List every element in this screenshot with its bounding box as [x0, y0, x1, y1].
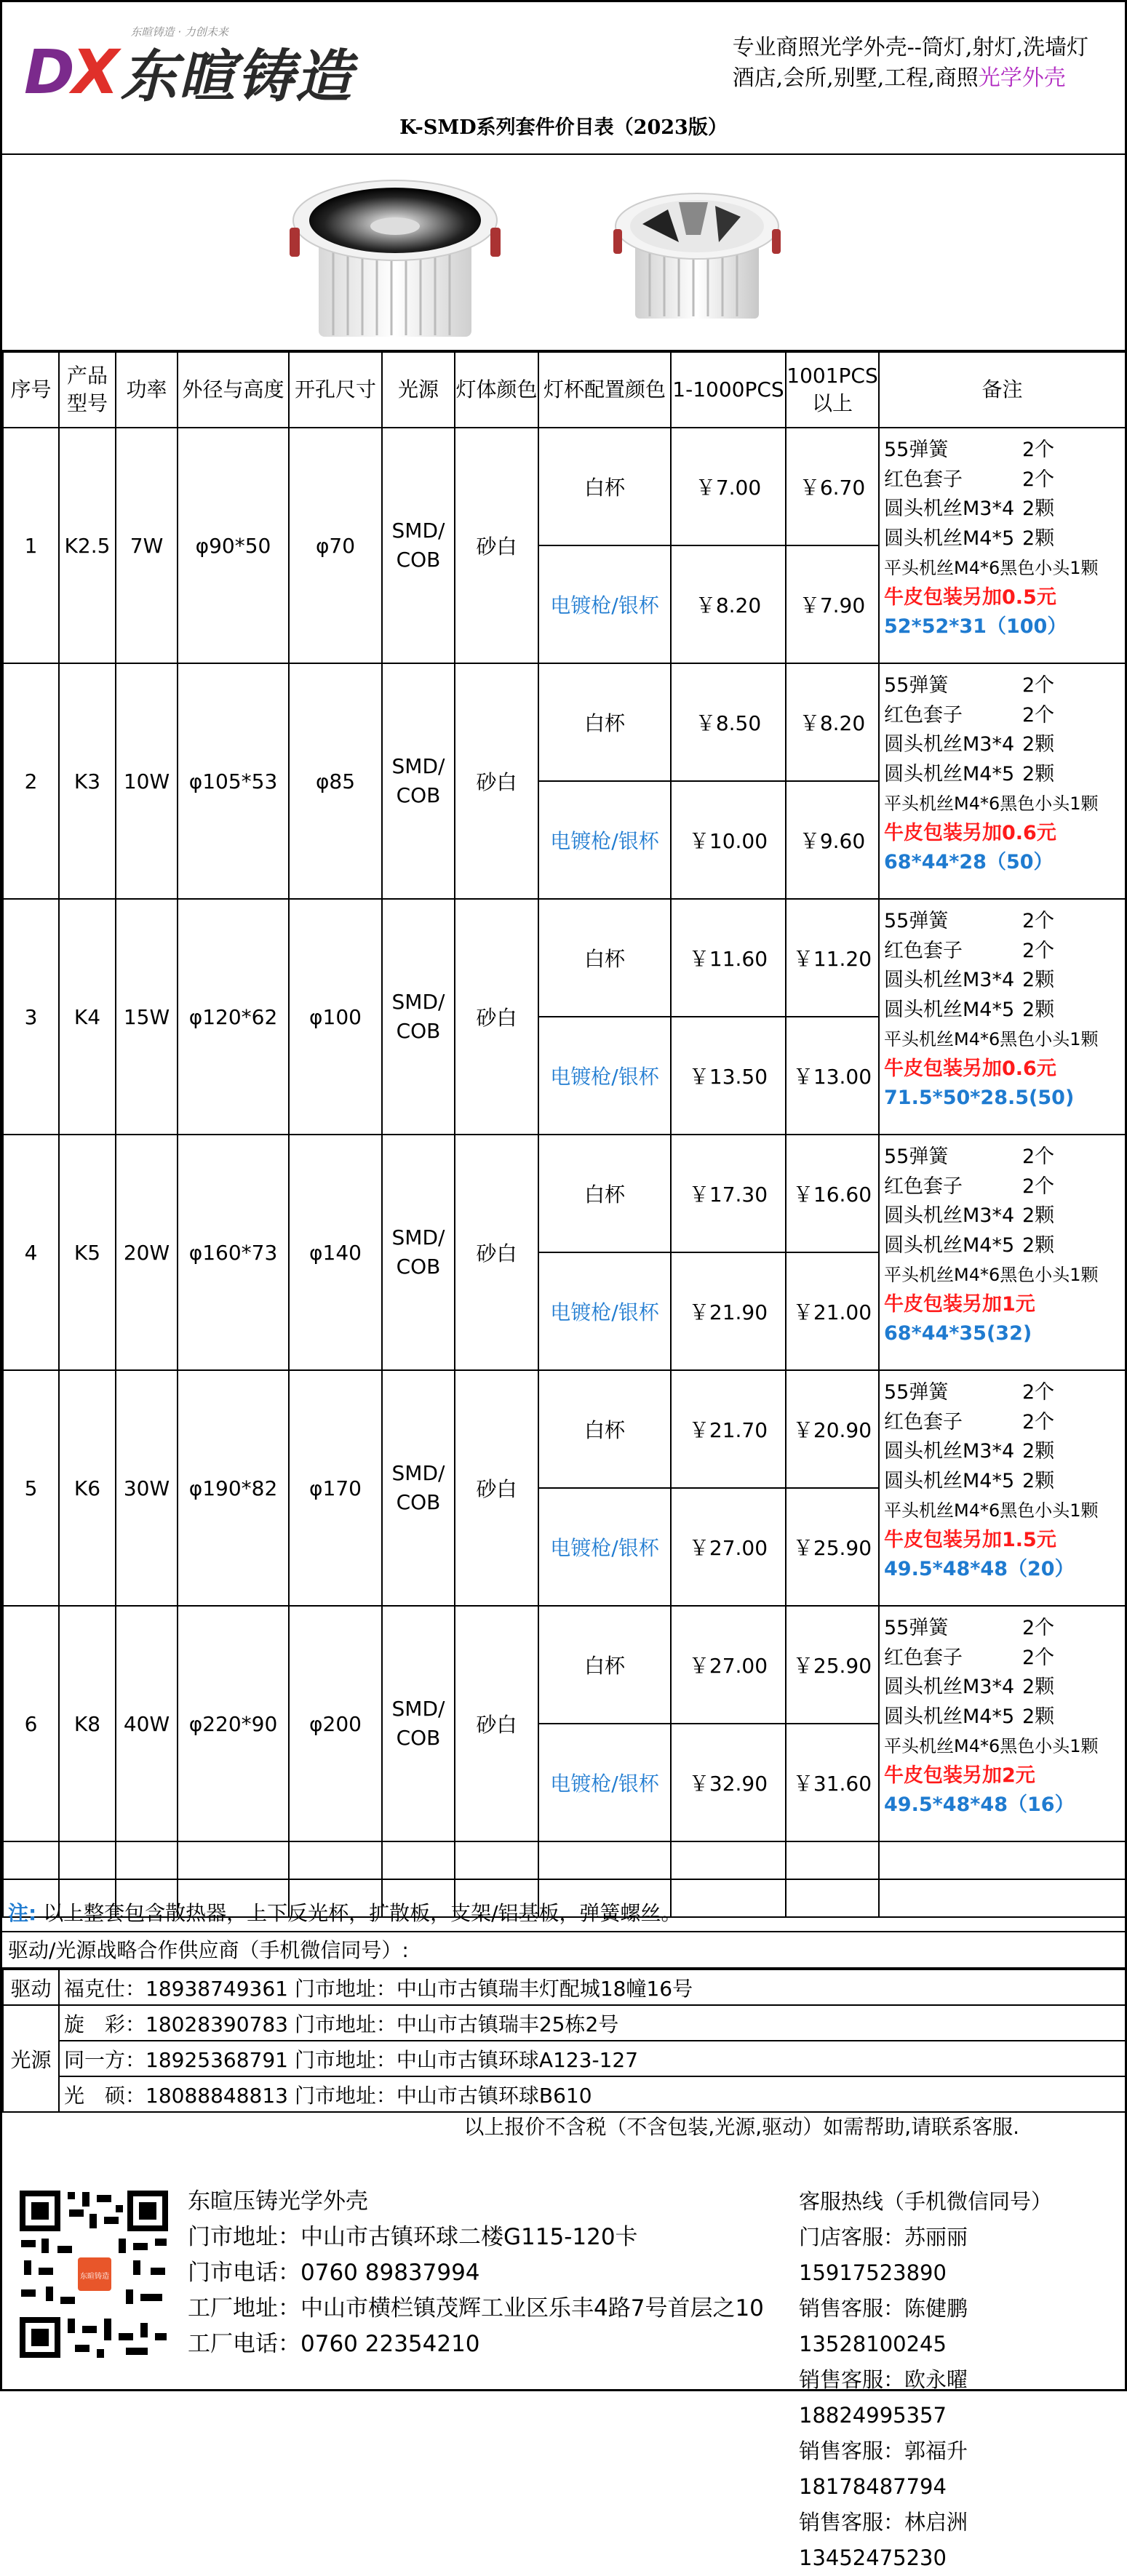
contact-role: 销售客服：: [799, 2510, 905, 2535]
qr-code[interactable]: [17, 2188, 171, 2361]
remark-line: [884, 465, 1125, 495]
factory-address: 工厂地址：中山市横栏镇茂辉工业区乐丰4路7号首层之10: [188, 2295, 764, 2321]
header-remarks: 备注: [879, 352, 1126, 428]
contact-name: 欧永曜: [904, 2367, 968, 2392]
tagline-line-1: 专业商照光学外壳--筒灯,射灯,洗墙灯: [732, 35, 1088, 60]
remark-line: [884, 1408, 1125, 1438]
remark-line: [884, 1467, 1125, 1497]
remark-qty: 2颗: [1022, 497, 1055, 520]
cutout-cell: φ70: [289, 428, 382, 663]
contact-role: 销售客服：: [799, 2296, 905, 2321]
light-source-cell: SMD/ COB: [382, 1370, 455, 1606]
row-number: 3: [3, 899, 59, 1135]
remark-line: [884, 937, 1125, 967]
contact-name: 林启洲: [904, 2510, 968, 2535]
remark-item: 55弹簧: [884, 674, 949, 697]
empty-cell: [3, 1841, 59, 1879]
empty-cell: [455, 1841, 538, 1879]
header-price-1: 1-1000PCS: [671, 352, 786, 428]
header-model: 产品型号: [59, 352, 116, 428]
source-supplier: 光 硕：18088848813 门市地址：中山市古镇环球B610: [59, 2076, 1126, 2112]
supplier-row: [3, 1969, 1126, 2005]
contact-role: 门店客服：: [799, 2225, 905, 2249]
price-cell: ￥32.90: [671, 1724, 786, 1841]
remark-item: 红色套子: [884, 703, 963, 727]
cup-color-white: 白杯: [538, 1606, 671, 1724]
remark-qty: 2颗: [1022, 1233, 1055, 1257]
light-source-cell: SMD/ COB: [382, 1606, 455, 1841]
remark-item: 平头机丝M4*6黑色小头1颗: [884, 1500, 1099, 1521]
remark-qty: 2个: [1022, 439, 1055, 461]
row-number: 5: [3, 1370, 59, 1606]
remark-item: 圆头机丝M3*4: [884, 969, 1015, 991]
remark-line: [884, 1644, 1125, 1673]
contact-phone[interactable]: 18178487794: [799, 2474, 947, 2499]
remark-qty: 2个: [1022, 468, 1055, 491]
light-source-cell: SMD/ COB: [382, 1135, 455, 1370]
price-cell: ￥25.90: [786, 1606, 879, 1724]
contact-phone[interactable]: 13528100245: [799, 2332, 947, 2356]
light-source-cell: SMD/ COB: [382, 899, 455, 1135]
cup-color-plated: 电镀枪/银杯: [538, 781, 671, 899]
empty-cell: [59, 1841, 116, 1879]
remark-line: [884, 1673, 1125, 1703]
price-cell: ￥27.00: [671, 1488, 786, 1606]
header-body-color: 灯体颜色: [455, 352, 538, 428]
remarks-cell: [879, 899, 1126, 1135]
empty-row: [3, 1841, 1126, 1879]
cup-color-plated: 电镀枪/银杯: [538, 1017, 671, 1135]
carton-size: 49.5*48*48（20）: [884, 1558, 1075, 1580]
header-size: 外径与高度: [178, 352, 289, 428]
remark-item: 红色套子: [884, 1175, 963, 1198]
remark-item: 圆头机丝M4*5: [884, 1233, 1015, 1257]
body-color-cell: 砂白: [455, 1606, 538, 1841]
price-cell: ￥13.50: [671, 1017, 786, 1135]
remark-item: 圆头机丝M4*5: [884, 1705, 1015, 1728]
source-supplier: 同一方：18925368791 门市地址：中山市古镇环球A123-127: [59, 2041, 1126, 2076]
document-title: K-SMD系列套件价目表（2023版）: [399, 116, 728, 139]
remark-item: 圆头机丝M3*4: [884, 497, 1015, 520]
header-no: 序号: [3, 352, 59, 428]
remark-qty: 2个: [1022, 1145, 1055, 1168]
packaging-note: 牛皮包装另加2元: [884, 1764, 1035, 1787]
remark-qty: 2个: [1022, 1646, 1055, 1669]
price-cell: ￥21.70: [671, 1370, 786, 1488]
remark-qty: 2颗: [1022, 1204, 1055, 1227]
remark-line: [884, 495, 1125, 524]
remark-item: 红色套子: [884, 468, 963, 491]
contact-name: 陈健鹏: [904, 2296, 968, 2321]
remarks-cell: [879, 428, 1126, 663]
row-number: 2: [3, 663, 59, 899]
remarks-cell: [879, 1370, 1126, 1606]
remark-qty: 2个: [1022, 1617, 1055, 1639]
remark-item: 平头机丝M4*6黑色小头1颗: [884, 558, 1099, 578]
body-color-cell: 砂白: [455, 1370, 538, 1606]
price-cell: ￥9.60: [786, 781, 879, 899]
model-cell: K2.5: [59, 428, 116, 663]
remark-qty: 2颗: [1022, 733, 1055, 756]
service-hotline: [799, 2184, 1125, 2576]
cup-color-white: 白杯: [538, 663, 671, 781]
table-row: [3, 1606, 1126, 1724]
price-cell: ￥8.20: [671, 545, 786, 663]
carton-size: 52*52*31（100）: [884, 615, 1067, 638]
remark-qty: 2颗: [1022, 1440, 1055, 1463]
remark-line: [884, 524, 1125, 554]
size-cell: φ160*73: [178, 1135, 289, 1370]
cup-color-plated: 电镀枪/银杯: [538, 1488, 671, 1606]
cup-color-plated: 电镀枪/银杯: [538, 545, 671, 663]
price-cell: ￥10.00: [671, 781, 786, 899]
price-cell: ￥31.60: [786, 1724, 879, 1841]
model-cell: K8: [59, 1606, 116, 1841]
note-text: 以上整套包含散热器，上下反光杯，扩散板，支架/铝基板，弹簧螺丝。: [43, 1901, 682, 1925]
remark-qty: 2个: [1022, 910, 1055, 932]
table-header-row: [3, 352, 1126, 428]
table-row: [3, 1370, 1126, 1488]
header-power: 功率: [116, 352, 178, 428]
logo-name: 东暄铸造: [120, 44, 354, 110]
power-cell: 30W: [116, 1370, 178, 1606]
price-cell: ￥8.50: [671, 663, 786, 781]
supplier-row: [3, 2076, 1126, 2112]
body-color-cell: 砂白: [455, 663, 538, 899]
price-cell: ￥20.90: [786, 1370, 879, 1488]
packaging-note: 牛皮包装另加1.5元: [884, 1528, 1056, 1551]
remark-item: 圆头机丝M3*4: [884, 733, 1015, 756]
remark-line: [884, 1143, 1125, 1172]
package-note: [2, 1895, 1125, 1932]
remark-line: [884, 436, 1125, 465]
remark-qty: 2颗: [1022, 1469, 1055, 1492]
downlight-image-black-cup: [290, 169, 501, 344]
header-cutout: 开孔尺寸: [289, 352, 382, 428]
empty-cell: [289, 1841, 382, 1879]
power-cell: 10W: [116, 663, 178, 899]
empty-cell: [786, 1841, 879, 1879]
source-label: 光源: [3, 2005, 59, 2112]
model-cell: K3: [59, 663, 116, 899]
remark-line: [884, 1201, 1125, 1231]
remark-item: 平头机丝M4*6黑色小头1颗: [884, 1736, 1099, 1756]
company-logo: [24, 25, 354, 110]
remark-qty: 2颗: [1022, 969, 1055, 991]
size-cell: φ190*82: [178, 1370, 289, 1606]
table-row: [3, 1135, 1126, 1252]
remark-item: 红色套子: [884, 939, 963, 962]
supplier-row: [3, 2041, 1126, 2076]
remark-item: 红色套子: [884, 1410, 963, 1433]
empty-cell: [178, 1841, 289, 1879]
remark-qty: 2个: [1022, 674, 1055, 697]
empty-cell: [538, 1841, 671, 1879]
contact-phone[interactable]: 18824995357: [799, 2403, 947, 2428]
contact-phone[interactable]: 15917523890: [799, 2260, 947, 2285]
remark-item: 平头机丝M4*6黑色小头1颗: [884, 1029, 1099, 1049]
remark-item: 圆头机丝M4*5: [884, 527, 1015, 550]
power-cell: 7W: [116, 428, 178, 663]
remark-line: [884, 1614, 1125, 1644]
remark-qty: 2个: [1022, 1410, 1055, 1433]
contact-role: 销售客服：: [799, 2439, 905, 2463]
contact-role: 销售客服：: [799, 2367, 905, 2392]
qr-center-label: 东暄铸造: [80, 2273, 109, 2281]
empty-cell: [879, 1841, 1126, 1879]
power-cell: 40W: [116, 1606, 178, 1841]
driver-label: 驱动: [3, 1969, 59, 2005]
remarks-cell: [879, 663, 1126, 899]
price-cell: ￥8.20: [786, 663, 879, 781]
price-cell: ￥11.20: [786, 899, 879, 1017]
remark-item: 圆头机丝M3*4: [884, 1204, 1015, 1227]
logo-slogan: 东暄铸造 · 力创未来: [130, 25, 228, 39]
logo-mark: DX: [24, 36, 116, 108]
size-cell: φ90*50: [178, 428, 289, 663]
remark-line: [884, 907, 1125, 937]
supplier-row: [3, 2005, 1126, 2041]
remark-item: 55弹簧: [884, 1381, 949, 1404]
note-label: 注:: [8, 1901, 37, 1925]
driver-supplier: 福克仕：18938749361 门市地址：中山市古镇瑞丰灯配城18幢16号: [59, 1969, 1126, 2005]
price-cell: ￥21.90: [671, 1252, 786, 1370]
cup-color-white: 白杯: [538, 1135, 671, 1252]
remark-item: 圆头机丝M4*5: [884, 1469, 1015, 1492]
contact-name: 郭福升: [904, 2439, 968, 2463]
packaging-note: 牛皮包装另加1元: [884, 1292, 1035, 1316]
remark-line: [884, 730, 1125, 760]
model-cell: K5: [59, 1135, 116, 1370]
empty-cell: [116, 1841, 178, 1879]
factory-phone: 工厂电话：0760 22354210: [188, 2331, 480, 2357]
service-title: 客服热线（手机微信同号）: [799, 2189, 1053, 2214]
company-info: [188, 2184, 764, 2362]
model-cell: K4: [59, 899, 116, 1135]
row-number: 1: [3, 428, 59, 663]
source-supplier: 旋 彩：18028390783 门市地址：中山市古镇瑞丰25栋2号: [59, 2005, 1126, 2041]
table-row: [3, 899, 1126, 1017]
remark-qty: 2个: [1022, 1175, 1055, 1198]
cutout-cell: φ140: [289, 1135, 382, 1370]
supplier-title: 驱动/光源战略合作供应商（手机微信同号）:: [2, 1932, 1125, 1969]
cup-color-white: 白杯: [538, 428, 671, 545]
remark-line: [884, 671, 1125, 701]
remark-qty: 2个: [1022, 703, 1055, 727]
remark-item: 55弹簧: [884, 439, 949, 461]
remark-item: 圆头机丝M3*4: [884, 1676, 1015, 1698]
remark-line: [884, 1437, 1125, 1467]
tagline-line-2: 酒店,会所,别墅,工程,商照光学外壳: [732, 65, 1066, 91]
remark-qty: 2颗: [1022, 1676, 1055, 1698]
remark-qty: 2个: [1022, 939, 1055, 962]
cutout-cell: φ100: [289, 899, 382, 1135]
price-cell: ￥11.60: [671, 899, 786, 1017]
price-cell: ￥25.90: [786, 1488, 879, 1606]
tax-disclaimer: 以上报价不含税（不含包装,光源,驱动）如需帮助,请联系客服.: [463, 2115, 1019, 2139]
header-price-2: 1001PCS以上: [786, 352, 879, 428]
remark-line: [884, 1378, 1125, 1408]
price-table: [2, 351, 1126, 1918]
remark-line: [884, 1231, 1125, 1261]
remark-item: 平头机丝M4*6黑色小头1颗: [884, 1265, 1099, 1285]
model-cell: K6: [59, 1370, 116, 1606]
service-contact: [799, 2362, 1125, 2433]
price-cell: ￥17.30: [671, 1135, 786, 1252]
remark-item: 55弹簧: [884, 910, 949, 932]
remarks-cell: [879, 1135, 1126, 1370]
body-color-cell: 砂白: [455, 428, 538, 663]
remark-qty: 2颗: [1022, 998, 1055, 1021]
price-cell: ￥16.60: [786, 1135, 879, 1252]
header-cup-color: 灯杯配置颜色: [538, 352, 671, 428]
service-contact: [799, 2220, 1125, 2291]
carton-size: 49.5*48*48（16）: [884, 1793, 1075, 1816]
remarks-cell: [879, 1606, 1126, 1841]
price-cell: ￥27.00: [671, 1606, 786, 1724]
carton-size: 68*44*28（50）: [884, 851, 1054, 873]
remark-qty: 2颗: [1022, 1705, 1055, 1728]
remark-qty: 2颗: [1022, 762, 1055, 785]
header-light-source: 光源: [382, 352, 455, 428]
power-cell: 15W: [116, 899, 178, 1135]
price-cell: ￥6.70: [786, 428, 879, 545]
service-contact: [799, 2505, 1125, 2576]
tagline-highlight: 光学外壳: [978, 65, 1066, 91]
remark-item: 圆头机丝M4*5: [884, 762, 1015, 785]
packaging-note: 牛皮包装另加0.5元: [884, 585, 1056, 609]
remark-item: 圆头机丝M4*5: [884, 998, 1015, 1021]
cutout-cell: φ170: [289, 1370, 382, 1606]
supplier-table: [2, 1969, 1126, 2113]
size-cell: φ220*90: [178, 1606, 289, 1841]
tagline: [733, 33, 1088, 94]
carton-size: 71.5*50*28.5(50): [884, 1087, 1075, 1109]
empty-cell: [671, 1841, 786, 1879]
power-cell: 20W: [116, 1135, 178, 1370]
remark-line: [884, 966, 1125, 996]
remark-line: [884, 1703, 1125, 1732]
table-row: [3, 663, 1126, 781]
remark-line: [884, 1172, 1125, 1202]
store-address: 门市地址：中山市古镇环球二楼G115-120卡: [188, 2224, 638, 2250]
packaging-note: 牛皮包装另加0.6元: [884, 821, 1056, 844]
service-contact: [799, 2433, 1125, 2505]
company-name: 东暄压铸光学外壳: [188, 2188, 368, 2215]
cup-color-white: 白杯: [538, 899, 671, 1017]
cup-color-plated: 电镀枪/银杯: [538, 1252, 671, 1370]
row-number: 6: [3, 1606, 59, 1841]
price-cell: ￥7.00: [671, 428, 786, 545]
remark-item: 圆头机丝M3*4: [884, 1440, 1015, 1463]
size-cell: φ120*62: [178, 899, 289, 1135]
cutout-cell: φ200: [289, 1606, 382, 1841]
remark-item: 平头机丝M4*6黑色小头1颗: [884, 793, 1099, 814]
remark-item: 55弹簧: [884, 1145, 949, 1168]
carton-size: 68*44*35(32): [884, 1322, 1032, 1345]
price-cell: ￥21.00: [786, 1252, 879, 1370]
remark-qty: 2个: [1022, 1381, 1055, 1404]
empty-cell: [382, 1841, 455, 1879]
remark-item: 红色套子: [884, 1646, 963, 1669]
remark-item: 55弹簧: [884, 1617, 949, 1639]
body-color-cell: 砂白: [455, 899, 538, 1135]
size-cell: φ105*53: [178, 663, 289, 899]
cup-color-plated: 电镀枪/银杯: [538, 1724, 671, 1841]
row-number: 4: [3, 1135, 59, 1370]
contact-phone[interactable]: 13452475230: [799, 2545, 947, 2570]
remark-line: [884, 701, 1125, 731]
remark-qty: 2颗: [1022, 527, 1055, 550]
store-phone: 门市电话：0760 89837994: [188, 2260, 480, 2286]
cutout-cell: φ85: [289, 663, 382, 899]
price-cell: ￥7.90: [786, 545, 879, 663]
price-cell: ￥13.00: [786, 1017, 879, 1135]
body-color-cell: 砂白: [455, 1135, 538, 1370]
remark-line: [884, 996, 1125, 1025]
light-source-cell: SMD/ COB: [382, 428, 455, 663]
service-contact: [799, 2291, 1125, 2362]
contact-name: 苏丽丽: [904, 2225, 968, 2249]
cup-color-white: 白杯: [538, 1370, 671, 1488]
packaging-note: 牛皮包装另加0.6元: [884, 1057, 1056, 1080]
table-row: [3, 428, 1126, 545]
product-images: [2, 155, 1125, 351]
downlight-image-silver-cup: [613, 184, 781, 329]
light-source-cell: SMD/ COB: [382, 663, 455, 899]
header: [2, 2, 1125, 155]
remark-line: [884, 760, 1125, 790]
